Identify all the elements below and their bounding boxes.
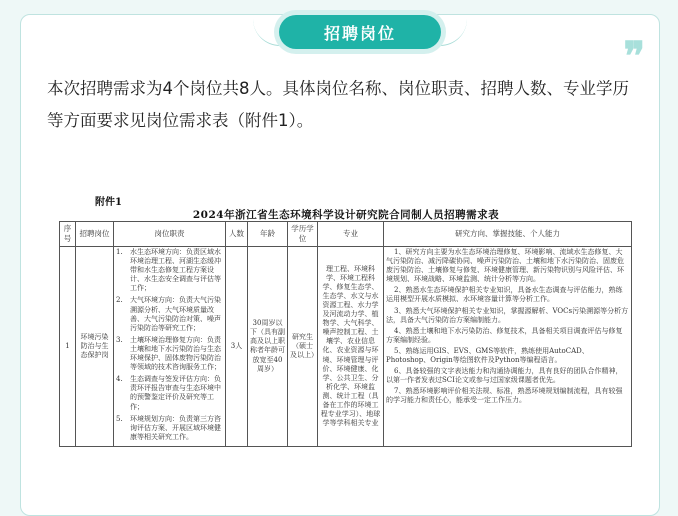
col-header-age: 年龄 (248, 222, 288, 247)
duty-item: 2. 大气环境方向：负责大气污染溯源分析、大气环境质量改善、大气污染防治对策、噪声污染防治等研究工作； (116, 296, 221, 332)
document-title: 2024年浙江省生态环境科学设计研究院合同制人员招聘需求表 (192, 209, 500, 221)
duty-item: 3. 土壤环境治理修复方向：负责土壤和地下水污染防治与生态环境保护、固体废物污染防治等领域的技术咨询服务工作； (116, 335, 221, 372)
annex-label: 附件1 (95, 197, 122, 208)
ability-item: 7、熟悉环境影响评价相关法规、标准，熟悉环境规划编制流程，具有较强的学习能力和责任心，能承受一定工作压力。 (386, 387, 623, 405)
col-header-duties: 岗位职责 (114, 222, 226, 247)
col-header-position: 招聘岗位 (76, 222, 114, 247)
cell-duties (114, 247, 226, 447)
intro-paragraph: 本次招聘需求为4个岗位共8人。具体岗位名称、岗位职责、招聘人数、专业学历等方面要求见岗位需求表（附件1）。 (47, 79, 629, 130)
ability-item: 1、研究方向主要为水生态环境治理修复、环境影响、流域水生态修复、大气污染防治、减污降碳协同、噪声污染防治、土壤和地下水污染防治、固废危废污染防治、土壤修复与修复、环境健康管理、新污染物识别与风险评估、环境规划、环境战略、环境监测、统计分析等方向。 (386, 248, 624, 284)
recruitment-card (20, 14, 660, 516)
col-header-ability: 研究方向、掌握技能、个人能力 (384, 222, 632, 247)
duty-item: 5. 环境规划方向：负责第三方咨询评估方案、开展区域环境健康等相关研究工作。 (116, 414, 221, 441)
col-header-education: 学历学位 (288, 222, 318, 247)
requirements-table (59, 221, 632, 447)
section-badge: 招聘岗位 (279, 15, 441, 49)
cell-index: 1 (60, 247, 76, 447)
cell-ability (384, 247, 632, 447)
col-header-major: 专业 (318, 222, 384, 247)
duty-item: 4. 生态调查与签发评估方向：负责环评报告审查与生态环境中的预警鉴定评价及研究等工作； (116, 375, 221, 411)
cell-count: 3人 (226, 247, 248, 447)
cell-major: 理工程、环境科学、环境工程科学、修复生态学、生态学、水文与水资源工程、水力学及河流动力学、植物学、大气科学、噪声控制工程、土壤学、农业信息化、农业资源与环境、环境管理与评价、环境健康、化学、公共卫生、分析化学、环境监测、统计工程（具备在工作的环境工程专业学习）、地球学等学科相关专业 (318, 247, 384, 447)
ability-item: 5、熟练运用GIS、EVS、GMS等软件，熟练使用AutoCAD、Photoshop、Origin等绘图软件及Python等编程语言。 (386, 346, 589, 365)
ability-item: 2、熟悉水生态环境保护相关专业知识，具备水生态调查与评估能力，熟练运用模型开展水质模拟、水环境容量计算等分析工作。 (386, 286, 623, 304)
cell-position: 环境污染防治与生态保护岗 (76, 247, 114, 447)
ability-item: 4、熟悉土壤和地下水污染防治、修复技术，具备相关项目调查评估与修复方案编制经验。 (386, 326, 623, 344)
ability-item: 3、熟悉大气环境保护相关专业知识，掌握源解析、VOCs污染溯源等分析方法，具备大气污染防治方案编制能力。 (386, 306, 629, 324)
table-row (60, 247, 632, 447)
table-header-row (60, 222, 632, 247)
col-header-index: 序号 (60, 222, 76, 247)
ability-item: 6、具备较强的文字表达能力和沟通协调能力，具有良好的团队合作精神，以第一作者发表过SCI论文或参与过国家级课题者优先。 (386, 367, 623, 385)
attachment-document-image (59, 181, 633, 515)
cell-age: 30周岁以下（具有副高及以上职称者年龄可放宽至40周岁） (248, 247, 288, 447)
col-header-count: 人数 (226, 222, 248, 247)
cell-education: 研究生（硕士及以上） (288, 247, 318, 447)
duty-item: 1. 水生态环境方向：负责区域水环境治理工程、河湖生态缓冲带和水生态修复工程方案设计、水生态安全调查与评估等工作； (116, 248, 221, 293)
quote-icon: ❞ (623, 33, 645, 80)
